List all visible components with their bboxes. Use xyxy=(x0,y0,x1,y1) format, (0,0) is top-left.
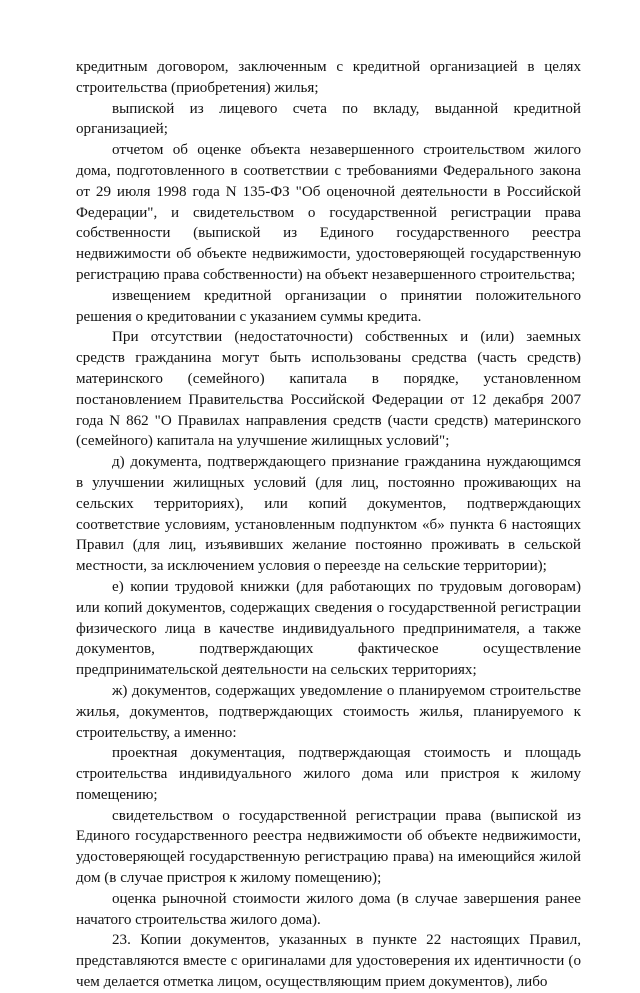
paragraph: При отсутствии (недостаточности) собственных и (или) заемных средств гражданина могут быть использованы средства (часть средств) материнского (семейного) капитала в порядке, установленном постановлением Правительства Российской Федерации от 12 декабря 2007 года N 862 "О Правилах направления средств (части средств) материнского (семейного) капитала на улучшение жилищных условий"; xyxy=(76,329,581,450)
paragraph: извещением кредитной организации о принятии положительного решения о кредитовании с указанием суммы кредита. xyxy=(76,287,581,325)
paragraph: кредитным договором, заключенным с кредитной организацией в целях строительства (приобретения) жилья; xyxy=(76,59,581,96)
paragraph: проектная документация, подтверждающая стоимость и площадь строительства индивидуального жилого дома или пристроя к жилому помещению; xyxy=(76,745,581,803)
paragraph: ж) документов, содержащих уведомление о планируемом строительстве жилья, документов, подтверждающих стоимость жилья, планируемого к строительству, а именно: xyxy=(76,682,581,741)
paragraph: выпиской из лицевого счета по вкладу, выданной кредитной организацией; xyxy=(76,100,581,138)
paragraph: д) документа, подтверждающего признание гражданина нуждающимся в улучшении жилищных условий (для лиц, постоянно проживающих на сельских территориях), или копий документов, подтверждающих соответствие условиям, установленным подпунктом «б» пункта 6 настоящих Правил (для лиц, изъявивших желание постоянно проживать в сельской местности, за исключением условия о переезде на сельские территории); xyxy=(76,454,581,575)
paragraph: отчетом об оценке объекта незавершенного строительством жилого дома, подготовленного в соответствии с требованиями Федерального закона от 29 июля 1998 года N 135-ФЗ "Об оценочной деятельности в Российской Федерации", и свидетельством о государственной регистрации права собственности (выпиской из Единого государственного реестра недвижимости об объекте недвижимости, удостоверяющей государственную регистрацию права собственности) на объект незавершенного строительства; xyxy=(76,142,581,283)
paragraph: 23. Копии документов, указанных в пункте 22 настоящих Правил, представляются вместе с оригиналами для удостоверения их идентичности (о чем делается отметка лицом, осуществляющим прием документов), либо xyxy=(76,932,581,991)
paragraph: свидетельством о государственной регистрации права (выпиской из Единого государственного реестра недвижимости об объекте недвижимости, удостоверяющей государственную регистрацию права) на имеющийся жилой дом (в случае пристроя к жилому помещению); xyxy=(76,807,581,887)
paragraph: е) копии трудовой книжки (для работающих по трудовым договорам) или копий документов, содержащих сведения о государственной регистрации физического лица в качестве индивидуального предпринимателя, а также документов, подтверждающих фактическое осуществление предпринимательской деятельности на сельских территориях; xyxy=(76,578,581,679)
paragraph: оценка рыночной стоимости жилого дома (в случае завершения ранее начатого строительства жилого дома). xyxy=(76,890,581,928)
document-body xyxy=(76,57,581,993)
